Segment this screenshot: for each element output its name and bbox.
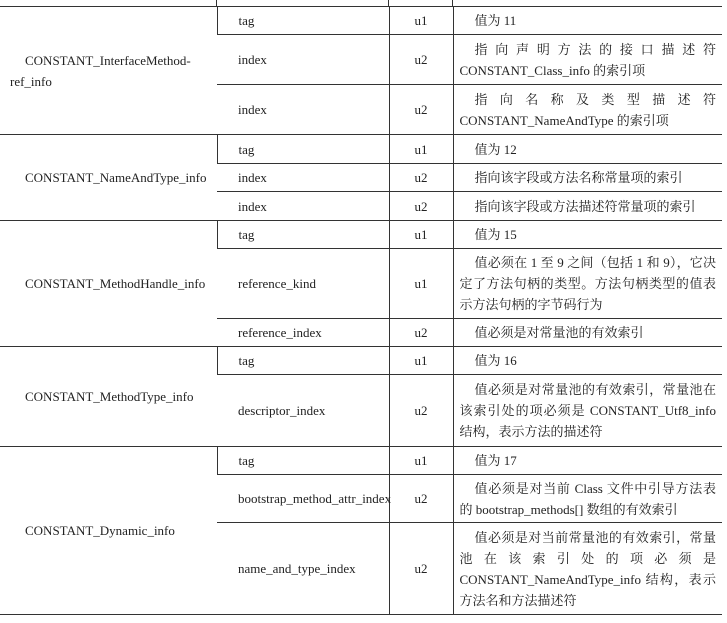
item-type: u2 [389, 35, 453, 85]
item-description: 指向声明方法的接口描述符 CONSTANT_Class_info 的索引项 [453, 35, 722, 85]
item-name: bootstrap_method_attr_index [217, 475, 389, 523]
item-description: 值必须是对常量池的有效索引 [453, 319, 722, 347]
table-row [0, 447, 722, 475]
item-type: u2 [389, 192, 453, 221]
table-row [0, 7, 722, 35]
table-row [0, 221, 722, 249]
constant-pool-table [0, 6, 722, 615]
item-name: tag [217, 347, 389, 375]
item-description: 指向该字段或方法名称常量项的索引 [453, 164, 722, 192]
item-name: reference_index [217, 319, 389, 347]
item-type: u2 [389, 319, 453, 347]
item-type: u1 [389, 135, 453, 164]
item-name: name_and_type_index [217, 523, 389, 615]
struct-name: CONSTANT_Dynamic_info [0, 447, 217, 615]
struct-name: CONSTANT_NameAndType_info [0, 135, 217, 221]
struct-name: CONSTANT_MethodType_info [0, 347, 217, 447]
item-description: 值必须是对常量池的有效索引，常量池在该索引处的项必须是 CONSTANT_Utf8_info 结构，表示方法的描述符 [453, 375, 722, 447]
item-description: 值必须在 1 至 9 之间（包括 1 和 9），它决定了方法句柄的类型。方法句柄类型的值表示方法句柄的字节码行为 [453, 249, 722, 319]
item-description: 值为 15 [453, 221, 722, 249]
item-type: u2 [389, 85, 453, 135]
item-description: 值为 16 [453, 347, 722, 375]
item-name: tag [217, 135, 389, 164]
item-description: 值必须是对当前常量池的有效索引，常量池在该索引处的项必须是 CONSTANT_NameAndType_info 结构，表示方法名和方法描述符 [453, 523, 722, 615]
item-type: u1 [389, 447, 453, 475]
item-name: tag [217, 447, 389, 475]
item-name: tag [217, 7, 389, 35]
item-description: 值为 17 [453, 447, 722, 475]
item-type: u2 [389, 523, 453, 615]
item-name: index [217, 85, 389, 135]
item-description: 值为 12 [453, 135, 722, 164]
item-name: descriptor_index [217, 375, 389, 447]
item-name: index [217, 35, 389, 85]
table-row [0, 347, 722, 375]
item-type: u2 [389, 375, 453, 447]
table-row [0, 135, 722, 164]
item-name: reference_kind [217, 249, 389, 319]
item-description: 指向该字段或方法描述符常量项的索引 [453, 192, 722, 221]
struct-name: CONSTANT_InterfaceMethod-ref_info [0, 7, 217, 135]
item-name: index [217, 164, 389, 192]
item-type: u1 [389, 221, 453, 249]
item-type: u1 [389, 7, 453, 35]
item-type: u1 [389, 249, 453, 319]
item-type: u2 [389, 475, 453, 523]
struct-name: CONSTANT_MethodHandle_info [0, 221, 217, 347]
item-description: 指向名称及类型描述符 CONSTANT_NameAndType 的索引项 [453, 85, 722, 135]
item-name: index [217, 192, 389, 221]
item-description: 值必须是对当前 Class 文件中引导方法表的 bootstrap_methods[] 数组的有效索引 [453, 475, 722, 523]
item-name: tag [217, 221, 389, 249]
item-type: u2 [389, 164, 453, 192]
item-description: 值为 11 [453, 7, 722, 35]
item-type: u1 [389, 347, 453, 375]
